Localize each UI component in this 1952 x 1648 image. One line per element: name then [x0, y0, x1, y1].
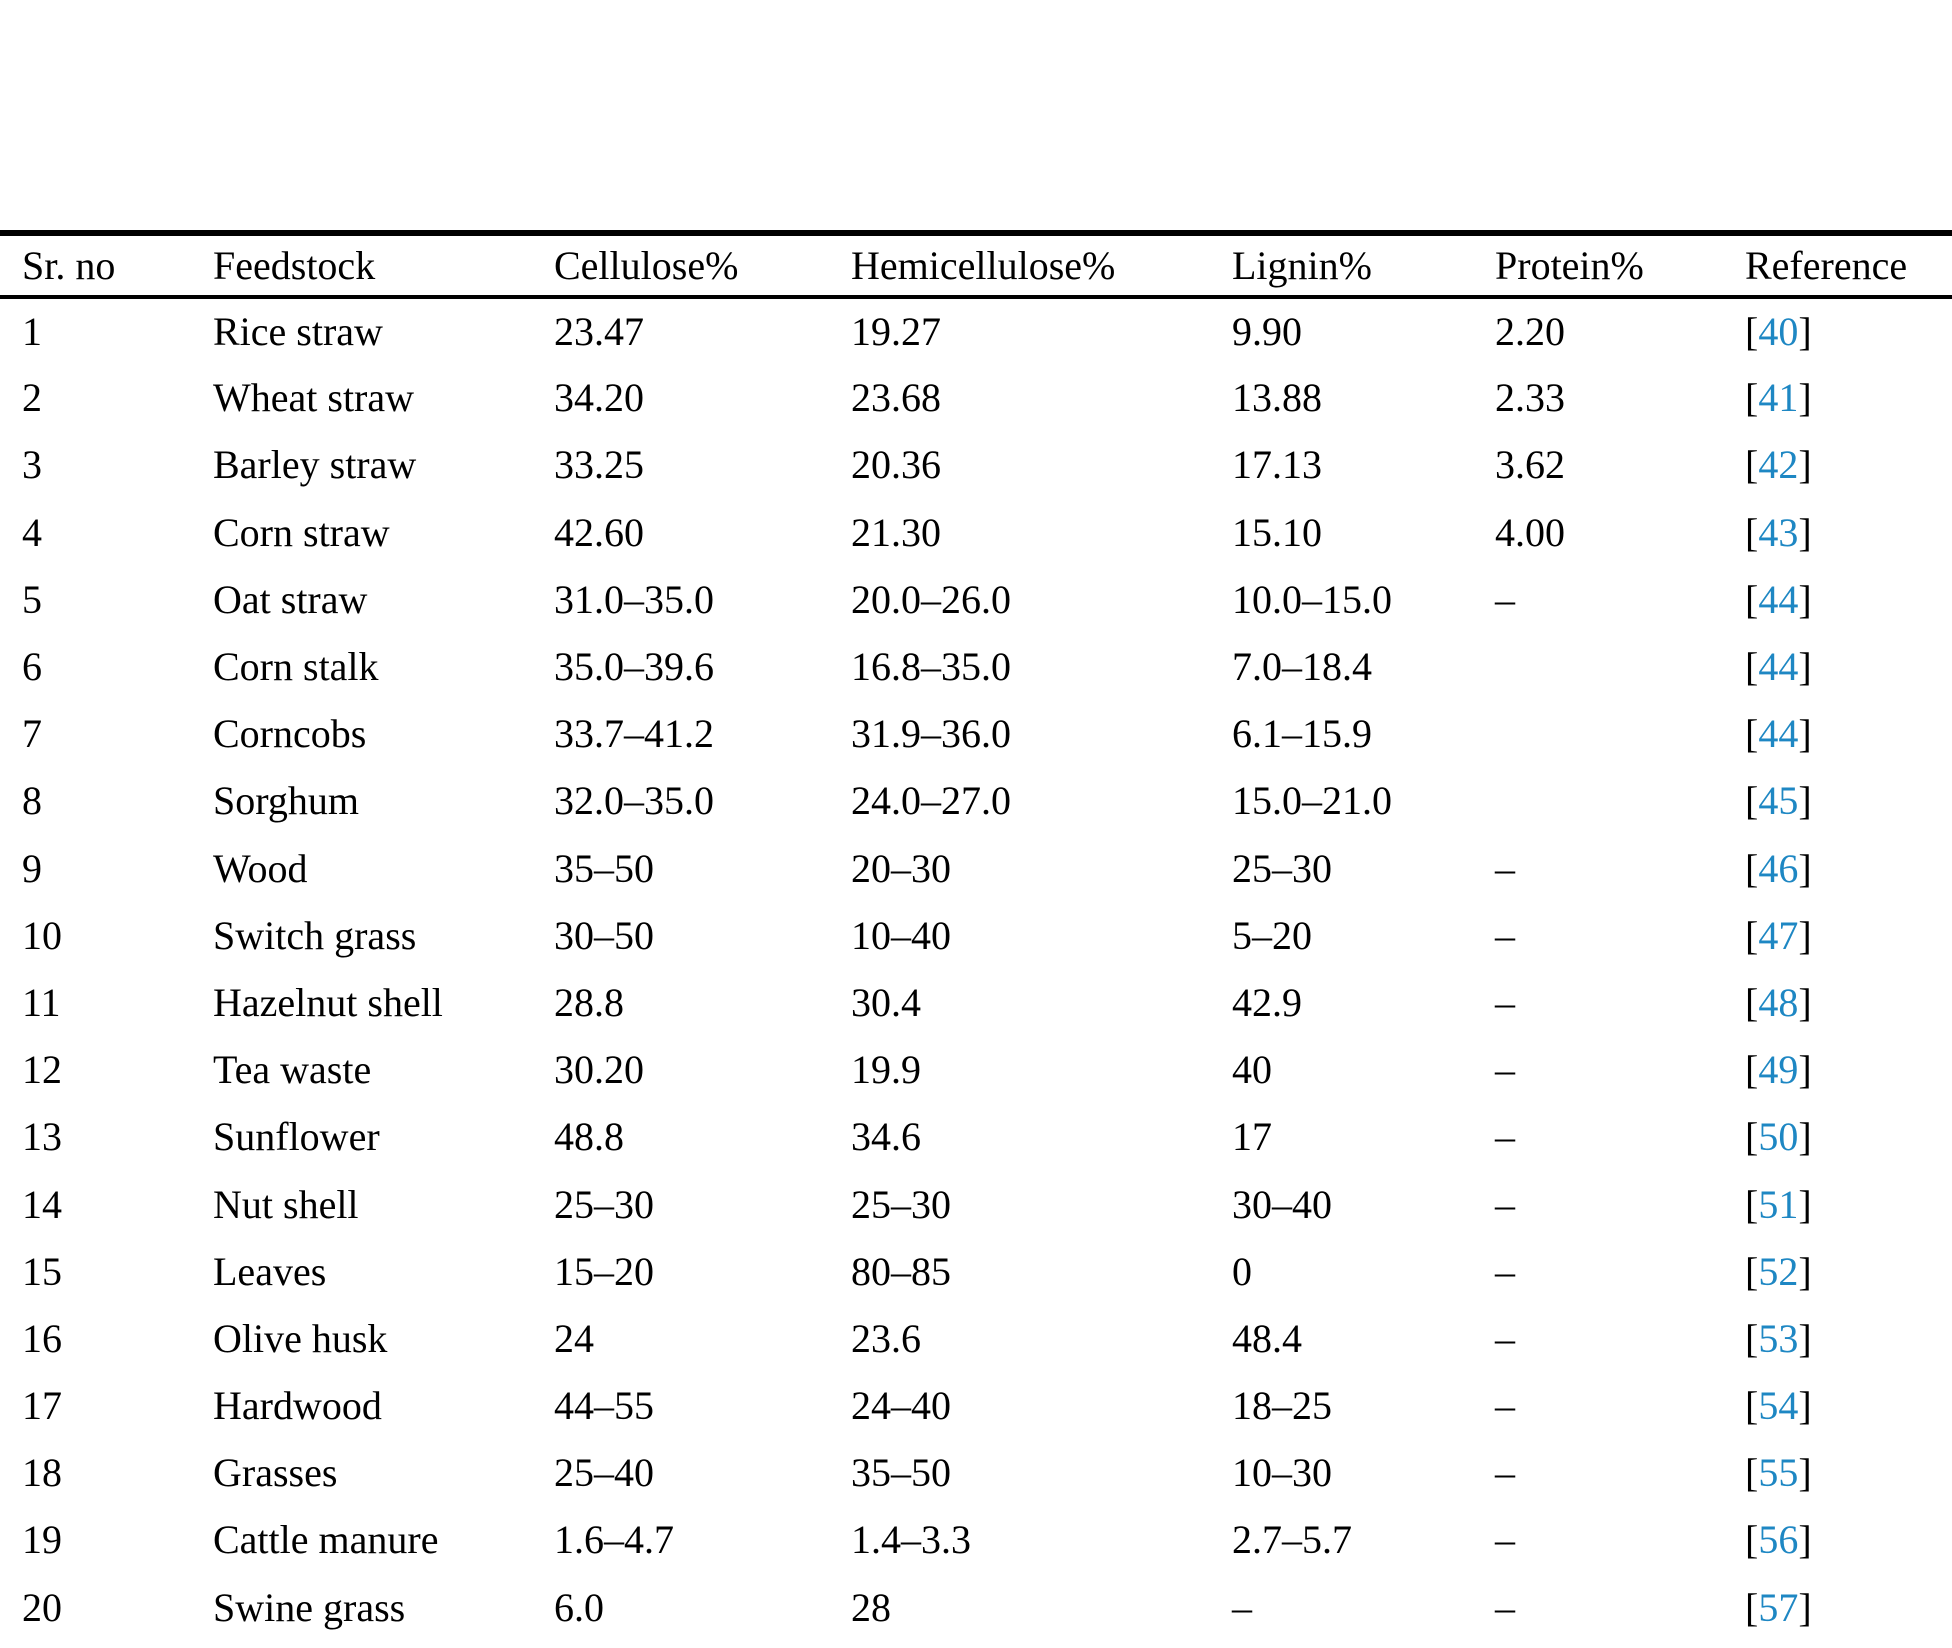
cell-cellulose: 30–50 — [554, 912, 654, 958]
reference-open-bracket: [ — [1745, 845, 1759, 891]
cell-feedstock: Swine grass — [213, 1584, 406, 1630]
cell-sr-no: 9 — [22, 845, 42, 891]
cell-cellulose: 32.0–35.0 — [554, 778, 714, 824]
cell-protein: – — [1495, 1248, 1515, 1294]
reference-close-bracket: ] — [1798, 979, 1812, 1025]
cell-hemicellulose: 23.68 — [851, 375, 941, 421]
column-header-hemicellulose: Hemicellulose% — [851, 243, 1116, 288]
reference-link[interactable]: 44 — [1758, 576, 1799, 622]
reference-link[interactable]: 53 — [1758, 1315, 1799, 1361]
cell-lignin: 30–40 — [1232, 1181, 1332, 1227]
cell-sr-no: 3 — [22, 442, 42, 488]
cell-reference — [1745, 700, 1952, 767]
reference-link[interactable]: 42 — [1758, 442, 1799, 488]
cell-sr-no: 8 — [22, 778, 42, 824]
table-row — [0, 902, 1952, 969]
reference-link[interactable]: 40 — [1758, 309, 1799, 355]
feedstock-composition-table — [0, 230, 1952, 1641]
cell-reference — [1745, 1036, 1952, 1103]
reference-close-bracket: ] — [1798, 1181, 1812, 1227]
cell-lignin: 10.0–15.0 — [1232, 576, 1392, 622]
cell-lignin: 25–30 — [1232, 845, 1332, 891]
cell-feedstock: Wheat straw — [213, 375, 415, 421]
reference-link[interactable]: 47 — [1758, 912, 1799, 958]
cell-feedstock: Grasses — [213, 1450, 338, 1496]
table-row — [0, 835, 1952, 902]
cell-protein: – — [1495, 1450, 1515, 1496]
reference-open-bracket: [ — [1745, 711, 1759, 757]
cell-cellulose: 44–55 — [554, 1383, 654, 1429]
table-row — [0, 364, 1952, 431]
reference-close-bracket: ] — [1798, 1315, 1812, 1361]
cell-reference — [1745, 297, 1952, 364]
reference-close-bracket: ] — [1798, 1450, 1812, 1496]
reference-open-bracket: [ — [1745, 509, 1759, 555]
cell-cellulose: 48.8 — [554, 1114, 624, 1160]
cell-sr-no: 13 — [22, 1114, 62, 1160]
reference-link[interactable]: 46 — [1758, 845, 1799, 891]
cell-lignin: 10–30 — [1232, 1450, 1332, 1496]
cell-feedstock: Hardwood — [213, 1383, 382, 1429]
cell-hemicellulose: 24.0–27.0 — [851, 778, 1011, 824]
cell-hemicellulose: 20.36 — [851, 442, 941, 488]
cell-feedstock: Sorghum — [213, 778, 359, 824]
cell-feedstock: Wood — [213, 845, 308, 891]
cell-feedstock: Rice straw — [213, 309, 383, 355]
cell-hemicellulose: 19.9 — [851, 1047, 921, 1093]
cell-protein: – — [1495, 912, 1515, 958]
cell-lignin: 13.88 — [1232, 375, 1322, 421]
cell-hemicellulose: 23.6 — [851, 1315, 921, 1361]
cell-sr-no: 20 — [22, 1584, 62, 1630]
cell-cellulose: 42.60 — [554, 509, 644, 555]
reference-link[interactable]: 45 — [1758, 778, 1799, 824]
reference-link[interactable]: 51 — [1758, 1181, 1799, 1227]
header-row — [0, 233, 1952, 297]
reference-close-bracket: ] — [1798, 1584, 1812, 1630]
reference-close-bracket: ] — [1798, 1517, 1812, 1563]
table-row — [0, 1574, 1952, 1641]
cell-cellulose: 25–30 — [554, 1181, 654, 1227]
column-header-sr-no: Sr. no — [22, 243, 116, 288]
cell-sr-no: 18 — [22, 1450, 62, 1496]
column-header-feedstock: Feedstock — [213, 243, 376, 288]
cell-reference — [1745, 499, 1952, 566]
cell-lignin: 40 — [1232, 1047, 1272, 1093]
reference-close-bracket: ] — [1798, 845, 1812, 891]
table-row — [0, 969, 1952, 1036]
table-row — [0, 1238, 1952, 1305]
reference-close-bracket: ] — [1798, 1383, 1812, 1429]
reference-open-bracket: [ — [1745, 1584, 1759, 1630]
cell-reference — [1745, 1439, 1952, 1506]
cell-lignin: 9.90 — [1232, 309, 1302, 355]
reference-close-bracket: ] — [1798, 576, 1812, 622]
cell-sr-no: 14 — [22, 1181, 62, 1227]
cell-lignin: 15.0–21.0 — [1232, 778, 1392, 824]
cell-protein: 3.62 — [1495, 442, 1565, 488]
reference-open-bracket: [ — [1745, 1248, 1759, 1294]
cell-protein: – — [1495, 1517, 1515, 1563]
reference-link[interactable]: 54 — [1758, 1383, 1799, 1429]
reference-link[interactable]: 43 — [1758, 509, 1799, 555]
cell-hemicellulose: 31.9–36.0 — [851, 711, 1011, 757]
cell-hemicellulose: 16.8–35.0 — [851, 644, 1011, 690]
cell-hemicellulose: 10–40 — [851, 912, 951, 958]
cell-hemicellulose: 35–50 — [851, 1450, 951, 1496]
table-row — [0, 700, 1952, 767]
cell-reference — [1745, 835, 1952, 902]
cell-feedstock: Olive husk — [213, 1315, 388, 1361]
cell-hemicellulose: 21.30 — [851, 509, 941, 555]
cell-reference — [1745, 431, 1952, 498]
table-row — [0, 499, 1952, 566]
reference-open-bracket: [ — [1745, 912, 1759, 958]
cell-reference — [1745, 566, 1952, 633]
cell-cellulose: 24 — [554, 1315, 594, 1361]
reference-link[interactable]: 56 — [1758, 1517, 1799, 1563]
reference-open-bracket: [ — [1745, 1114, 1759, 1160]
cell-reference — [1745, 1238, 1952, 1305]
cell-protein — [1495, 700, 1745, 767]
table-header — [0, 233, 1952, 297]
cell-cellulose: 35.0–39.6 — [554, 644, 714, 690]
cell-reference — [1745, 1305, 1952, 1372]
reference-close-bracket: ] — [1798, 509, 1812, 555]
cell-sr-no: 7 — [22, 711, 42, 757]
cell-sr-no: 4 — [22, 509, 42, 555]
cell-lignin: 17.13 — [1232, 442, 1322, 488]
reference-close-bracket: ] — [1798, 644, 1812, 690]
cell-hemicellulose: 19.27 — [851, 309, 941, 355]
reference-open-bracket: [ — [1745, 1047, 1759, 1093]
cell-protein: – — [1495, 1114, 1515, 1160]
cell-cellulose: 30.20 — [554, 1047, 644, 1093]
cell-lignin: 17 — [1232, 1114, 1272, 1160]
cell-sr-no: 17 — [22, 1383, 62, 1429]
reference-open-bracket: [ — [1745, 1181, 1759, 1227]
table-row — [0, 1170, 1952, 1237]
cell-hemicellulose: 1.4–3.3 — [851, 1517, 971, 1563]
cell-cellulose: 33.7–41.2 — [554, 711, 714, 757]
cell-protein: – — [1495, 576, 1515, 622]
cell-cellulose: 1.6–4.7 — [554, 1517, 674, 1563]
column-header-reference: Reference — [1745, 243, 1908, 288]
cell-lignin: 48.4 — [1232, 1315, 1302, 1361]
cell-cellulose: 25–40 — [554, 1450, 654, 1496]
cell-hemicellulose: 34.6 — [851, 1114, 921, 1160]
cell-hemicellulose: 24–40 — [851, 1383, 951, 1429]
cell-cellulose: 6.0 — [554, 1584, 604, 1630]
reference-open-bracket: [ — [1745, 442, 1759, 488]
cell-cellulose: 23.47 — [554, 309, 644, 355]
cell-protein: 2.33 — [1495, 375, 1565, 421]
table-row — [0, 297, 1952, 364]
reference-open-bracket: [ — [1745, 1450, 1759, 1496]
cell-cellulose: 35–50 — [554, 845, 654, 891]
reference-close-bracket: ] — [1798, 375, 1812, 421]
reference-link[interactable]: 49 — [1758, 1047, 1799, 1093]
cell-sr-no: 11 — [22, 979, 61, 1025]
cell-sr-no: 2 — [22, 375, 42, 421]
cell-hemicellulose: 80–85 — [851, 1248, 951, 1294]
reference-open-bracket: [ — [1745, 1517, 1759, 1563]
cell-feedstock: Cattle manure — [213, 1517, 439, 1563]
cell-feedstock: Nut shell — [213, 1181, 359, 1227]
cell-protein: – — [1495, 1383, 1515, 1429]
cell-sr-no: 19 — [22, 1517, 62, 1563]
table-row — [0, 431, 1952, 498]
cell-feedstock: Corn straw — [213, 509, 390, 555]
cell-hemicellulose: 25–30 — [851, 1181, 951, 1227]
reference-link[interactable]: 44 — [1758, 711, 1799, 757]
cell-lignin: 6.1–15.9 — [1232, 711, 1372, 757]
cell-reference — [1745, 1506, 1952, 1573]
table-body — [0, 297, 1952, 1641]
reference-open-bracket: [ — [1745, 576, 1759, 622]
cell-protein — [1495, 633, 1745, 700]
reference-close-bracket: ] — [1798, 442, 1812, 488]
cell-feedstock: Corncobs — [213, 711, 367, 757]
table-row — [0, 1439, 1952, 1506]
cell-protein: – — [1495, 1584, 1515, 1630]
cell-lignin: 0 — [1232, 1248, 1252, 1294]
cell-reference — [1745, 1372, 1952, 1439]
reference-close-bracket: ] — [1798, 309, 1812, 355]
cell-lignin: 7.0–18.4 — [1232, 644, 1372, 690]
cell-protein: – — [1495, 979, 1515, 1025]
cell-protein — [1495, 767, 1745, 834]
cell-lignin: – — [1232, 1584, 1252, 1630]
table-row — [0, 767, 1952, 834]
reference-link[interactable]: 55 — [1758, 1450, 1799, 1496]
cell-protein: 2.20 — [1495, 309, 1565, 355]
cell-cellulose: 31.0–35.0 — [554, 576, 714, 622]
reference-close-bracket: ] — [1798, 1047, 1812, 1093]
cell-feedstock: Sunflower — [213, 1114, 380, 1160]
cell-hemicellulose: 30.4 — [851, 979, 921, 1025]
column-header-lignin: Lignin% — [1232, 243, 1372, 288]
cell-lignin: 15.10 — [1232, 509, 1322, 555]
cell-cellulose: 15–20 — [554, 1248, 654, 1294]
reference-open-bracket: [ — [1745, 778, 1759, 824]
table-row — [0, 633, 1952, 700]
cell-feedstock: Oat straw — [213, 576, 368, 622]
cell-feedstock: Switch grass — [213, 912, 417, 958]
cell-protein: – — [1495, 1315, 1515, 1361]
cell-protein: – — [1495, 1181, 1515, 1227]
reference-link[interactable]: 44 — [1758, 644, 1799, 690]
cell-sr-no: 15 — [22, 1248, 62, 1294]
cell-reference — [1745, 364, 1952, 431]
table-row — [0, 1305, 1952, 1372]
cell-reference — [1745, 1103, 1952, 1170]
reference-link[interactable]: 57 — [1758, 1584, 1799, 1630]
cell-reference — [1745, 633, 1952, 700]
reference-link[interactable]: 41 — [1758, 375, 1799, 421]
cell-lignin: 2.7–5.7 — [1232, 1517, 1352, 1563]
table-row — [0, 1372, 1952, 1439]
table-row — [0, 1103, 1952, 1170]
reference-close-bracket: ] — [1798, 1248, 1812, 1294]
cell-sr-no: 6 — [22, 644, 42, 690]
column-header-cellulose: Cellulose% — [554, 243, 739, 288]
cell-reference — [1745, 1574, 1952, 1641]
reference-close-bracket: ] — [1798, 912, 1812, 958]
reference-link[interactable]: 52 — [1758, 1248, 1799, 1294]
reference-close-bracket: ] — [1798, 711, 1812, 757]
cell-reference — [1745, 969, 1952, 1036]
cell-reference — [1745, 767, 1952, 834]
cell-feedstock: Corn stalk — [213, 644, 379, 690]
cell-lignin: 5–20 — [1232, 912, 1312, 958]
reference-open-bracket: [ — [1745, 1383, 1759, 1429]
cell-sr-no: 5 — [22, 576, 42, 622]
cell-reference — [1745, 1170, 1952, 1237]
reference-link[interactable]: 50 — [1758, 1114, 1799, 1160]
column-header-protein: Protein% — [1495, 243, 1644, 288]
table-row — [0, 1506, 1952, 1573]
cell-feedstock: Hazelnut shell — [213, 979, 443, 1025]
reference-link[interactable]: 48 — [1758, 979, 1799, 1025]
cell-reference — [1745, 902, 1952, 969]
reference-close-bracket: ] — [1798, 1114, 1812, 1160]
reference-open-bracket: [ — [1745, 979, 1759, 1025]
cell-sr-no: 1 — [22, 309, 42, 355]
reference-close-bracket: ] — [1798, 778, 1812, 824]
cell-feedstock: Leaves — [213, 1248, 327, 1294]
cell-feedstock: Tea waste — [213, 1047, 372, 1093]
cell-cellulose: 33.25 — [554, 442, 644, 488]
cell-hemicellulose: 28 — [851, 1584, 891, 1630]
cell-hemicellulose: 20–30 — [851, 845, 951, 891]
cell-sr-no: 10 — [22, 912, 62, 958]
cell-feedstock: Barley straw — [213, 442, 417, 488]
reference-open-bracket: [ — [1745, 644, 1759, 690]
reference-open-bracket: [ — [1745, 1315, 1759, 1361]
table-row — [0, 1036, 1952, 1103]
table-row — [0, 566, 1952, 633]
cell-lignin: 18–25 — [1232, 1383, 1332, 1429]
cell-sr-no: 12 — [22, 1047, 62, 1093]
cell-cellulose: 28.8 — [554, 979, 624, 1025]
cell-lignin: 42.9 — [1232, 979, 1302, 1025]
reference-open-bracket: [ — [1745, 375, 1759, 421]
cell-protein: – — [1495, 1047, 1515, 1093]
cell-hemicellulose: 20.0–26.0 — [851, 576, 1011, 622]
cell-sr-no: 16 — [22, 1315, 62, 1361]
cell-protein: 4.00 — [1495, 509, 1565, 555]
cell-protein: – — [1495, 845, 1515, 891]
reference-open-bracket: [ — [1745, 309, 1759, 355]
cell-cellulose: 34.20 — [554, 375, 644, 421]
